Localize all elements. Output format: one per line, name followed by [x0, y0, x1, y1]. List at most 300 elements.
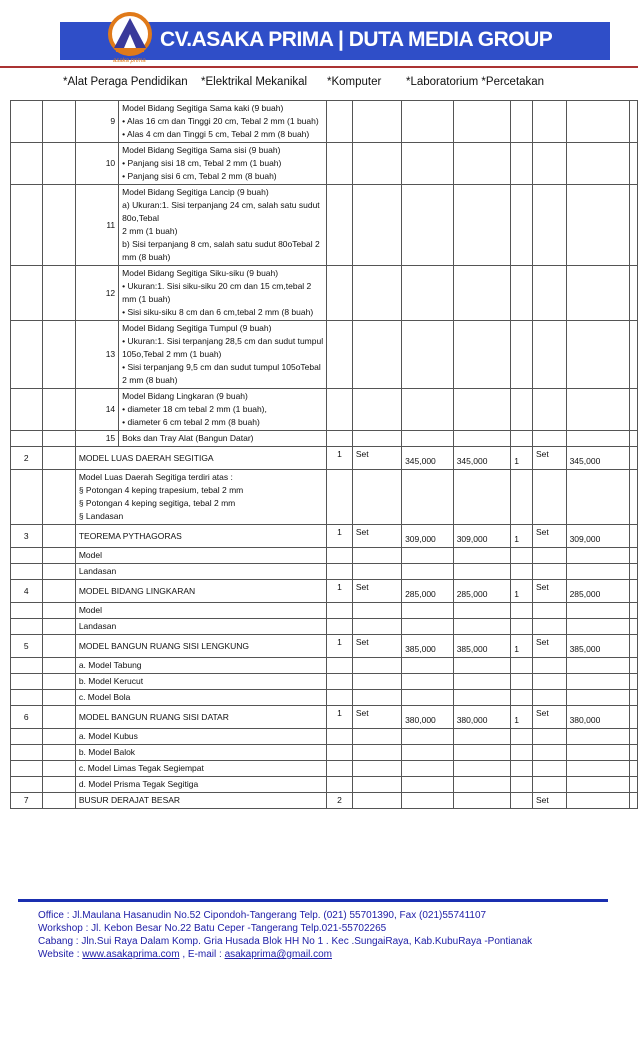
empty-cell	[511, 603, 533, 619]
item-detail	[75, 658, 326, 674]
empty-cell	[42, 729, 75, 745]
empty-cell	[42, 470, 75, 525]
empty-cell	[42, 321, 75, 389]
empty-cell	[327, 658, 353, 674]
empty-cell	[42, 389, 75, 431]
item-total: 345,000	[566, 447, 629, 470]
empty-cell	[327, 548, 353, 564]
empty-cell	[352, 690, 401, 706]
empty-cell	[11, 389, 43, 431]
empty-cell	[327, 729, 353, 745]
item-unit	[352, 793, 401, 809]
detail-line: b. Model Kerucut	[78, 676, 144, 686]
item-detail	[75, 619, 326, 635]
empty-cell	[629, 619, 637, 635]
empty-cell	[402, 777, 454, 793]
description-line: a) Ukuran:1. Sisi terpanjang 24 cm, salah satu sudut 80o,Tebal	[122, 200, 320, 223]
item-unit: Set	[352, 525, 401, 548]
sub-item-number: 9	[75, 101, 118, 143]
sub-item-number: 12	[75, 266, 118, 321]
item-subtotal: 285,000	[453, 580, 511, 603]
sub-item-row	[11, 389, 638, 431]
empty-cell	[511, 619, 533, 635]
item-detail	[75, 603, 326, 619]
empty-cell	[532, 548, 566, 564]
empty-cell	[511, 674, 533, 690]
empty-cell	[629, 143, 637, 185]
empty-cell	[42, 447, 75, 470]
item-number: 3	[11, 525, 43, 548]
empty-cell	[42, 564, 75, 580]
item-detail-row	[11, 564, 638, 580]
empty-cell	[352, 619, 401, 635]
empty-cell	[327, 564, 353, 580]
empty-cell	[629, 548, 637, 564]
empty-cell	[327, 777, 353, 793]
item-detail	[75, 761, 326, 777]
empty-cell	[352, 777, 401, 793]
sub-item-number: 11	[75, 185, 118, 266]
empty-cell	[511, 761, 533, 777]
empty-cell	[453, 690, 511, 706]
empty-cell	[453, 470, 511, 525]
description-line: Model Bidang Segitiga Siku-siku (9 buah)	[122, 268, 279, 278]
empty-cell	[327, 143, 353, 185]
empty-cell	[11, 431, 43, 447]
empty-cell	[402, 690, 454, 706]
header-divider	[0, 66, 638, 68]
sub-item-row	[11, 321, 638, 389]
empty-cell	[532, 101, 566, 143]
empty-cell	[327, 674, 353, 690]
item-number: 2	[11, 447, 43, 470]
item-row	[11, 525, 638, 548]
empty-cell	[11, 470, 43, 525]
empty-cell	[511, 729, 533, 745]
item-unit: Set	[352, 706, 401, 729]
empty-cell	[629, 431, 637, 447]
empty-cell	[629, 658, 637, 674]
empty-cell	[42, 793, 75, 809]
description-line: • diameter 18 cm tebal 2 mm (1 buah),	[122, 404, 267, 414]
empty-cell	[566, 745, 629, 761]
empty-cell	[11, 619, 43, 635]
item-qty-ordered: 1	[511, 635, 533, 658]
item-detail-row	[11, 603, 638, 619]
detail-line: Model	[78, 550, 102, 560]
empty-cell	[566, 603, 629, 619]
detail-line: c. Model Limas Tegak Segiempat	[78, 763, 204, 773]
empty-cell	[42, 635, 75, 658]
empty-cell	[11, 690, 43, 706]
empty-cell	[42, 706, 75, 729]
sub-item-row	[11, 101, 638, 143]
description-line: 105o,Tebal 2 mm (1 buah)	[122, 349, 222, 359]
empty-cell	[566, 389, 629, 431]
empty-cell	[453, 143, 511, 185]
detail-line: a. Model Tabung	[78, 660, 142, 670]
empty-cell	[327, 431, 353, 447]
empty-cell	[511, 564, 533, 580]
sub-item-number: 15	[75, 431, 118, 447]
empty-cell	[532, 143, 566, 185]
item-detail	[75, 729, 326, 745]
empty-cell	[566, 674, 629, 690]
empty-cell	[352, 321, 401, 389]
empty-cell	[511, 389, 533, 431]
empty-cell	[402, 101, 454, 143]
item-unit-ordered: Set	[532, 580, 566, 603]
empty-cell	[566, 470, 629, 525]
empty-cell	[352, 745, 401, 761]
item-subtotal	[453, 793, 511, 809]
item-unit: Set	[352, 447, 401, 470]
empty-cell	[352, 674, 401, 690]
empty-cell	[352, 564, 401, 580]
empty-cell	[42, 761, 75, 777]
empty-cell	[11, 185, 43, 266]
item-number: 4	[11, 580, 43, 603]
empty-cell	[566, 777, 629, 793]
description-line: • Sisi siku-siku 8 cm dan 6 cm,tebal 2 mm (8 buah)	[122, 307, 314, 317]
description-line: Model Bidang Segitiga Tumpul (9 buah)	[122, 323, 272, 333]
empty-cell	[352, 143, 401, 185]
empty-cell	[511, 185, 533, 266]
empty-cell	[532, 745, 566, 761]
empty-cell	[566, 185, 629, 266]
item-detail	[75, 674, 326, 690]
empty-cell	[511, 431, 533, 447]
empty-cell	[327, 101, 353, 143]
detail-line: § Potongan 4 keping trapesium, tebal 2 mm	[78, 485, 244, 495]
sub-item-description	[119, 101, 327, 143]
sub-item-number: 13	[75, 321, 118, 389]
empty-cell	[566, 266, 629, 321]
empty-cell	[453, 658, 511, 674]
item-qty: 2	[327, 793, 353, 809]
empty-cell	[629, 674, 637, 690]
item-price	[402, 793, 454, 809]
empty-cell	[511, 548, 533, 564]
empty-cell	[402, 389, 454, 431]
item-price: 285,000	[402, 580, 454, 603]
empty-cell	[11, 761, 43, 777]
empty-cell	[629, 185, 637, 266]
empty-cell	[11, 777, 43, 793]
empty-cell	[566, 619, 629, 635]
detail-line: Landasan	[78, 621, 117, 631]
description-line: • Ukuran:1. Sisi terpanjang 28,5 cm dan sudut tumpul	[122, 336, 324, 346]
empty-cell	[327, 389, 353, 431]
empty-cell	[629, 777, 637, 793]
empty-cell	[42, 101, 75, 143]
email-link[interactable]: asakaprima@gmail.com	[224, 949, 332, 960]
empty-cell	[532, 729, 566, 745]
item-row	[11, 706, 638, 729]
description-line: • Sisi terpanjang 9,5 cm dan sudut tumpul 105oTebal 2 mm (8 buah)	[122, 362, 321, 385]
item-detail-row	[11, 690, 638, 706]
item-total: 285,000	[566, 580, 629, 603]
empty-cell	[42, 658, 75, 674]
sub-item-row	[11, 431, 638, 447]
item-qty-ordered: 1	[511, 706, 533, 729]
item-row	[11, 793, 638, 809]
empty-cell	[402, 266, 454, 321]
empty-cell	[629, 603, 637, 619]
sub-item-description	[119, 185, 327, 266]
empty-cell	[453, 564, 511, 580]
empty-cell	[532, 470, 566, 525]
empty-cell	[42, 431, 75, 447]
item-detail-row	[11, 548, 638, 564]
empty-cell	[327, 470, 353, 525]
item-qty: 1	[327, 706, 353, 729]
empty-cell	[511, 690, 533, 706]
detail-line: b. Model Balok	[78, 747, 136, 757]
empty-cell	[511, 745, 533, 761]
item-total: 380,000	[566, 706, 629, 729]
empty-cell	[327, 321, 353, 389]
item-detail	[75, 548, 326, 564]
empty-cell	[532, 619, 566, 635]
empty-cell	[42, 525, 75, 548]
empty-cell	[629, 321, 637, 389]
empty-cell	[402, 185, 454, 266]
empty-cell	[566, 548, 629, 564]
empty-cell	[453, 101, 511, 143]
item-unit-ordered: Set	[532, 447, 566, 470]
description-line: Model Bidang Lingkaran (9 buah)	[122, 391, 248, 401]
item-name: MODEL BANGUN RUANG SISI DATAR	[75, 706, 326, 729]
description-line: • Panjang sisi 6 cm, Tebal 2 mm (8 buah)	[122, 171, 277, 181]
empty-cell	[453, 729, 511, 745]
item-subtotal: 385,000	[453, 635, 511, 658]
sub-item-description	[119, 266, 327, 321]
empty-cell	[532, 321, 566, 389]
description-line: Boks dan Tray Alat (Bangun Datar)	[122, 433, 254, 443]
empty-cell	[453, 185, 511, 266]
footer-website-line: Website : www.asakaprima.com , E-mail : asakaprima@gmail.com	[38, 949, 332, 960]
empty-cell	[11, 729, 43, 745]
description-line: Model Bidang Segitiga Lancip (9 buah)	[122, 187, 269, 197]
empty-cell	[453, 431, 511, 447]
empty-cell	[402, 431, 454, 447]
empty-cell	[11, 603, 43, 619]
sub-item-row	[11, 185, 638, 266]
empty-cell	[629, 525, 637, 548]
item-name: MODEL BIDANG LINGKARAN	[75, 580, 326, 603]
item-name: MODEL BANGUN RUANG SISI LENGKUNG	[75, 635, 326, 658]
empty-cell	[11, 321, 43, 389]
description-line: • Alas 16 cm dan Tinggi 20 cm, Tebal 2 mm (1 buah)	[122, 116, 319, 126]
empty-cell	[327, 619, 353, 635]
price-table	[10, 100, 638, 809]
empty-cell	[42, 690, 75, 706]
empty-cell	[352, 548, 401, 564]
empty-cell	[453, 777, 511, 793]
empty-cell	[453, 761, 511, 777]
empty-cell	[11, 101, 43, 143]
description-line: • Panjang sisi 18 cm, Tebal 2 mm (1 buah)	[122, 158, 282, 168]
empty-cell	[11, 674, 43, 690]
empty-cell	[42, 266, 75, 321]
item-qty: 1	[327, 447, 353, 470]
footer-office: Office : Jl.Maulana Hasanudin No.52 Cipondoh-Tangerang Telp. (021) 55701390, Fax (021)55741107	[38, 910, 487, 921]
tagline-item: *Alat Peraga Pendidikan	[63, 76, 188, 88]
item-detail	[75, 777, 326, 793]
empty-cell	[327, 761, 353, 777]
empty-cell	[629, 447, 637, 470]
empty-cell	[629, 470, 637, 525]
detail-line: Model Luas Daerah Segitiga terdiri atas :	[78, 472, 233, 482]
empty-cell	[566, 143, 629, 185]
empty-cell	[566, 431, 629, 447]
empty-cell	[566, 101, 629, 143]
item-price: 345,000	[402, 447, 454, 470]
empty-cell	[11, 266, 43, 321]
sub-item-description	[119, 431, 327, 447]
empty-cell	[352, 266, 401, 321]
empty-cell	[352, 389, 401, 431]
empty-cell	[327, 745, 353, 761]
sub-item-description	[119, 143, 327, 185]
item-unit-ordered: Set	[532, 525, 566, 548]
empty-cell	[11, 564, 43, 580]
empty-cell	[511, 101, 533, 143]
empty-cell	[629, 389, 637, 431]
empty-cell	[532, 389, 566, 431]
empty-cell	[629, 761, 637, 777]
item-total	[566, 793, 629, 809]
empty-cell	[511, 321, 533, 389]
item-detail	[75, 745, 326, 761]
empty-cell	[453, 389, 511, 431]
empty-cell	[532, 185, 566, 266]
item-detail-row	[11, 658, 638, 674]
empty-cell	[629, 793, 637, 809]
detail-line: § Landasan	[78, 511, 124, 521]
detail-line: c. Model Bola	[78, 692, 131, 702]
empty-cell	[402, 564, 454, 580]
empty-cell	[11, 745, 43, 761]
item-detail-row	[11, 761, 638, 777]
empty-cell	[352, 729, 401, 745]
detail-line: § Potongan 4 keping segitiga, tebal 2 mm	[78, 498, 236, 508]
empty-cell	[352, 431, 401, 447]
website-link[interactable]: www.asakaprima.com	[82, 949, 180, 960]
item-qty: 1	[327, 580, 353, 603]
item-qty: 1	[327, 525, 353, 548]
item-subtotal: 345,000	[453, 447, 511, 470]
empty-cell	[629, 706, 637, 729]
empty-cell	[402, 658, 454, 674]
item-number: 6	[11, 706, 43, 729]
empty-cell	[352, 470, 401, 525]
description-line: • diameter 6 cm tebal 2 mm (8 buah)	[122, 417, 260, 427]
item-subtotal: 309,000	[453, 525, 511, 548]
footer-cabang: Cabang : Jln.Sui Raya Dalam Komp. Gria Husada Blok HH No 1 . Kec .SungaiRaya, Kab.KubuRaya -Pontianak	[38, 936, 533, 947]
empty-cell	[42, 674, 75, 690]
description-line: • Alas 4 cm dan Tinggi 5 cm, Tebal 2 mm (8 buah)	[122, 129, 310, 139]
item-row	[11, 580, 638, 603]
empty-cell	[532, 431, 566, 447]
empty-cell	[566, 321, 629, 389]
item-detail-row	[11, 777, 638, 793]
item-detail	[75, 470, 326, 525]
empty-cell	[453, 745, 511, 761]
empty-cell	[532, 266, 566, 321]
item-unit-ordered: Set	[532, 706, 566, 729]
empty-cell	[629, 729, 637, 745]
item-name: BUSUR DERAJAT BESAR	[75, 793, 326, 809]
item-detail-row	[11, 619, 638, 635]
empty-cell	[11, 143, 43, 185]
empty-cell	[629, 635, 637, 658]
empty-cell	[402, 548, 454, 564]
empty-cell	[402, 761, 454, 777]
item-unit-ordered: Set	[532, 635, 566, 658]
empty-cell	[327, 266, 353, 321]
item-unit-ordered: Set	[532, 793, 566, 809]
footer	[38, 909, 532, 961]
tagline-item: *Laboratorium *Percetakan	[406, 76, 545, 88]
empty-cell	[532, 761, 566, 777]
empty-cell	[42, 619, 75, 635]
empty-cell	[453, 619, 511, 635]
empty-cell	[402, 143, 454, 185]
item-detail-row	[11, 745, 638, 761]
empty-cell	[453, 266, 511, 321]
empty-cell	[327, 185, 353, 266]
empty-cell	[629, 690, 637, 706]
empty-cell	[42, 548, 75, 564]
empty-cell	[42, 777, 75, 793]
detail-line: d. Model Prisma Tegak Segitiga	[78, 779, 199, 789]
empty-cell	[352, 658, 401, 674]
item-detail	[75, 564, 326, 580]
item-name: TEOREMA PYTHAGORAS	[75, 525, 326, 548]
footer-divider	[18, 899, 608, 902]
empty-cell	[511, 658, 533, 674]
empty-cell	[42, 185, 75, 266]
empty-cell	[402, 745, 454, 761]
empty-cell	[566, 658, 629, 674]
item-row	[11, 635, 638, 658]
empty-cell	[42, 745, 75, 761]
empty-cell	[629, 266, 637, 321]
item-number: 5	[11, 635, 43, 658]
sub-item-row	[11, 143, 638, 185]
item-qty-ordered	[511, 793, 533, 809]
logo-caption: asaka prima	[113, 58, 146, 64]
empty-cell	[402, 674, 454, 690]
empty-cell	[352, 603, 401, 619]
item-unit: Set	[352, 635, 401, 658]
empty-cell	[532, 658, 566, 674]
sub-item-number: 14	[75, 389, 118, 431]
empty-cell	[629, 580, 637, 603]
empty-cell	[532, 674, 566, 690]
item-price: 309,000	[402, 525, 454, 548]
empty-cell	[42, 580, 75, 603]
empty-cell	[453, 548, 511, 564]
empty-cell	[453, 321, 511, 389]
item-detail-row	[11, 674, 638, 690]
empty-cell	[566, 690, 629, 706]
sub-item-number: 10	[75, 143, 118, 185]
empty-cell	[532, 564, 566, 580]
empty-cell	[532, 690, 566, 706]
